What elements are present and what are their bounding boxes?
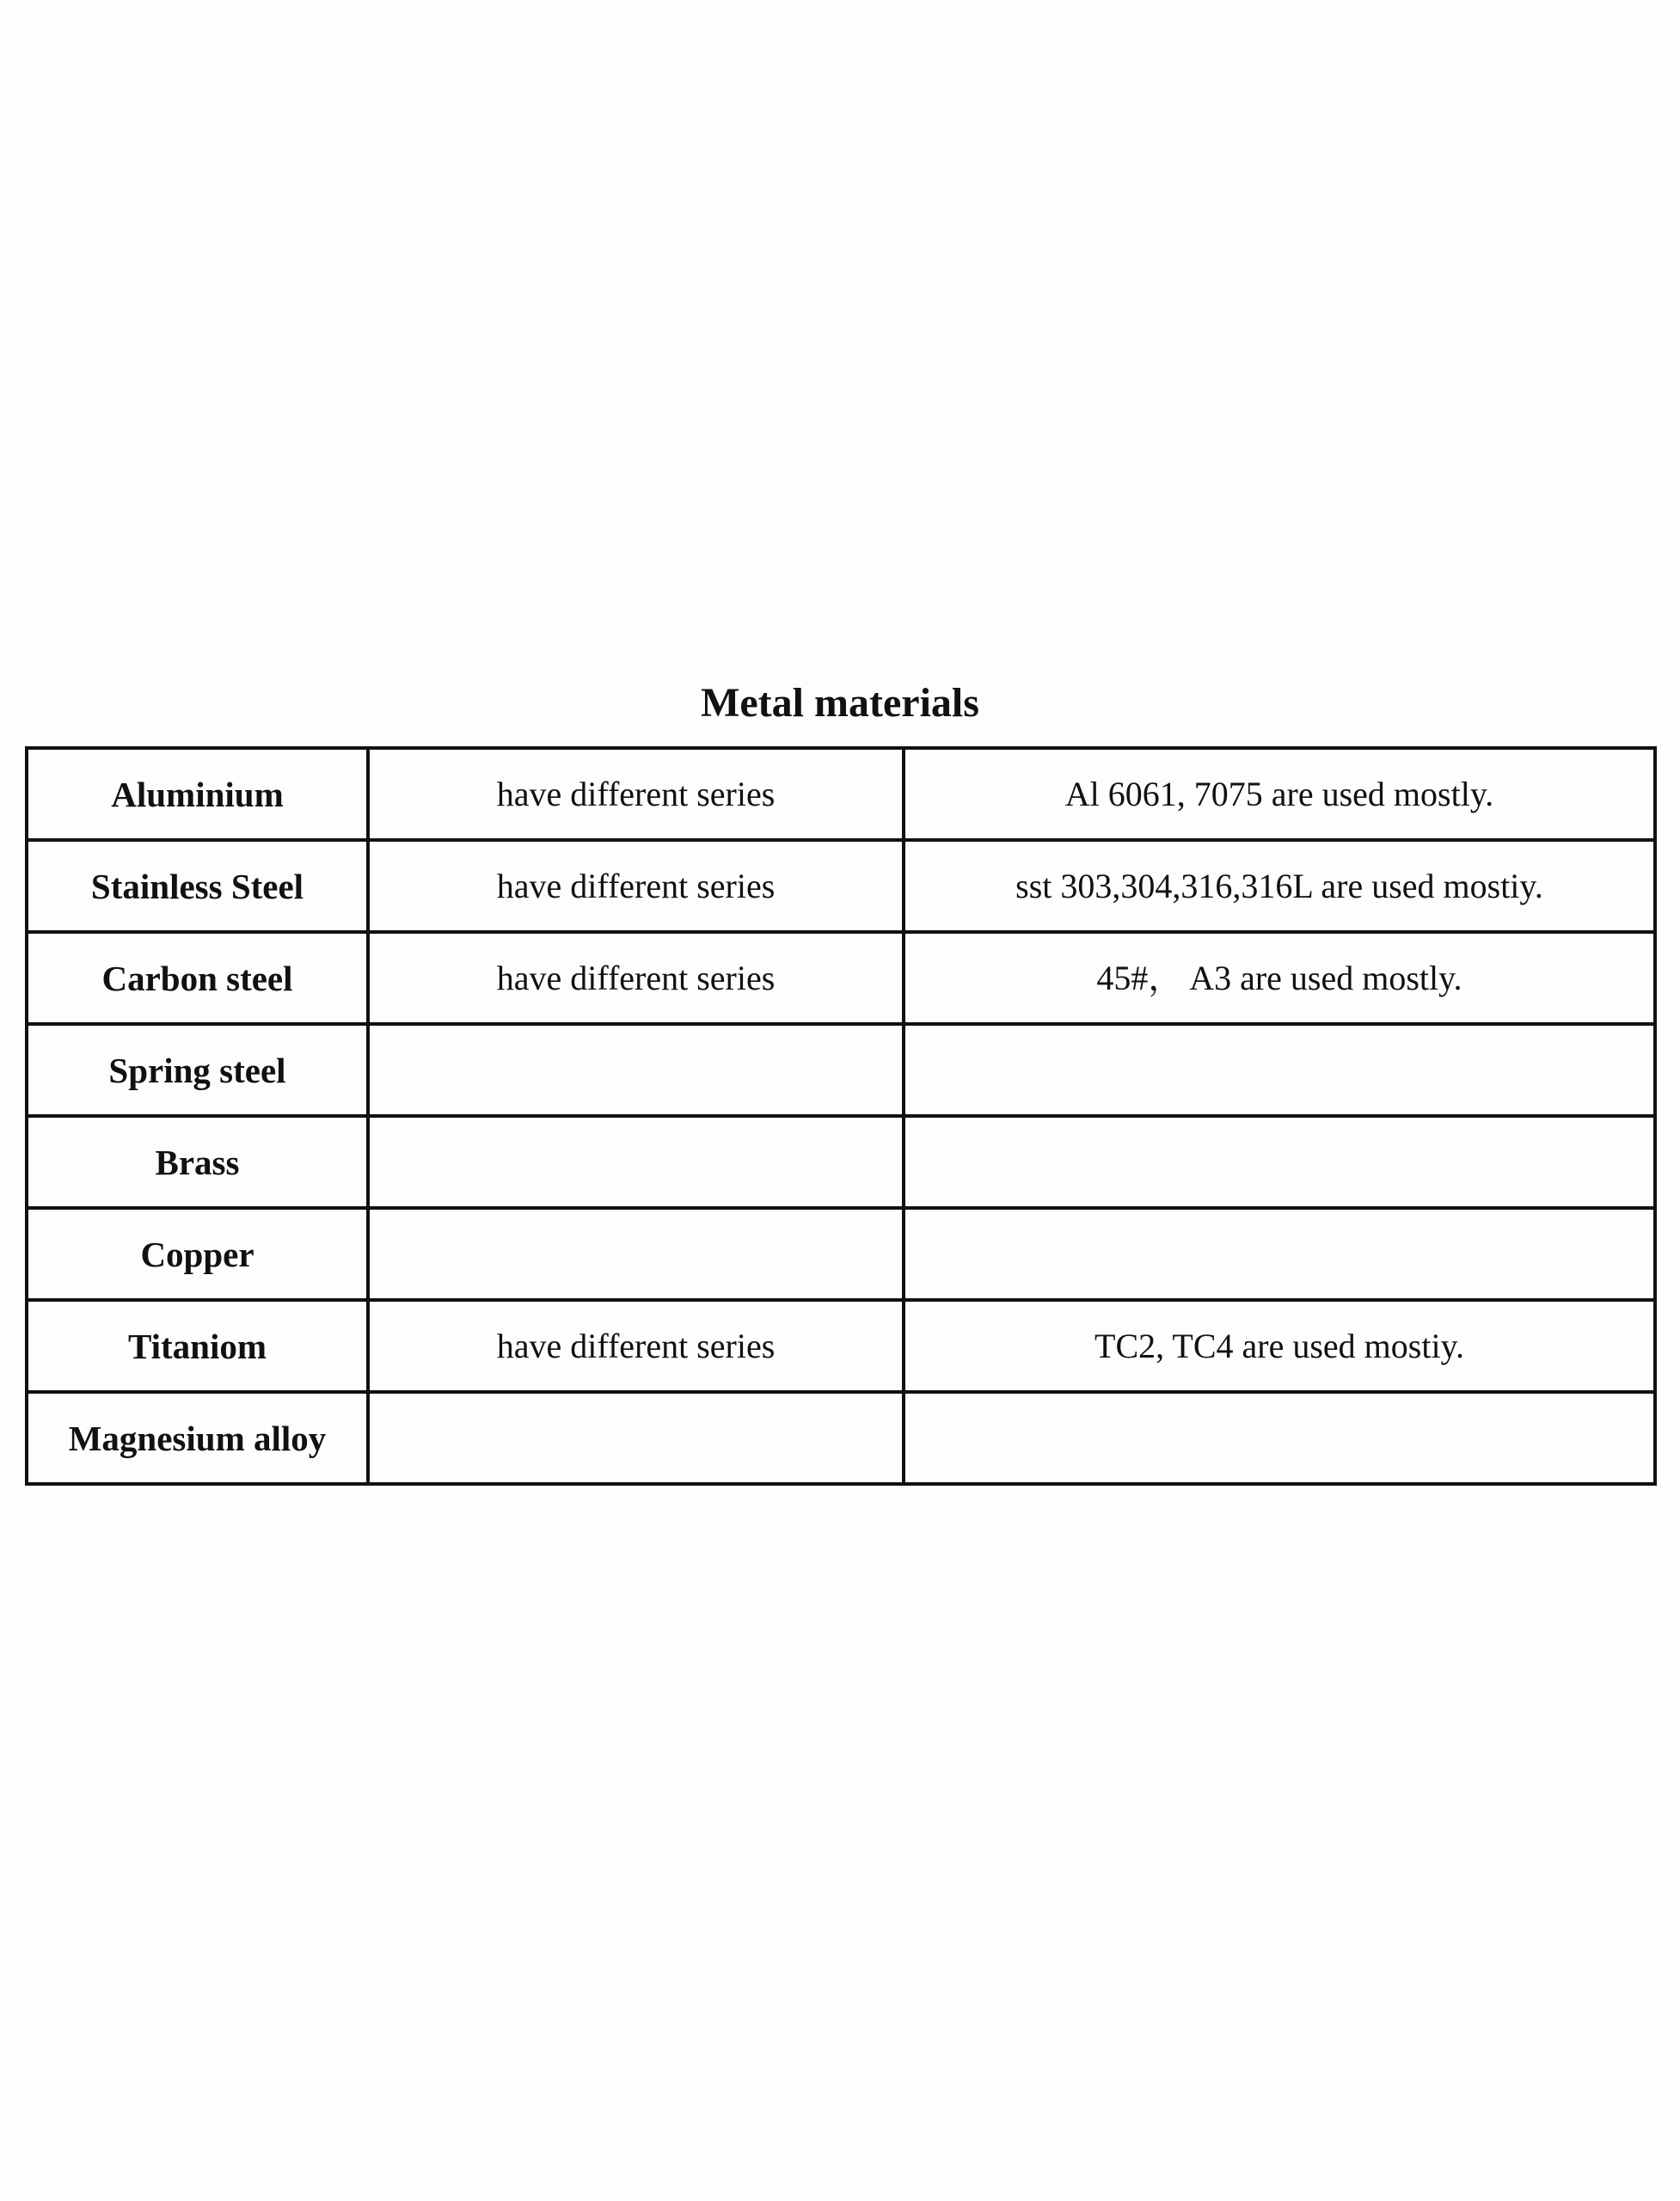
- table-row: [27, 840, 1655, 932]
- usage-cell: [904, 1392, 1655, 1484]
- series-cell: have different series: [368, 1300, 904, 1392]
- usage-cell: [904, 1024, 1655, 1116]
- usage-cell: [904, 1208, 1655, 1300]
- usage-cell: Al 6061, 7075 are used mostly.: [904, 748, 1655, 840]
- usage-cell: [904, 1116, 1655, 1208]
- usage-cell: 45#， A3 are used mostly.: [904, 932, 1655, 1024]
- series-cell: have different series: [368, 932, 904, 1024]
- usage-cell: TC2, TC4 are used mostiy.: [904, 1300, 1655, 1392]
- series-cell: [368, 1208, 904, 1300]
- material-name-cell: Stainless Steel: [27, 840, 368, 932]
- metal-materials-table: [25, 746, 1657, 1486]
- material-name-cell: Brass: [27, 1116, 368, 1208]
- table-row: [27, 932, 1655, 1024]
- series-cell: have different series: [368, 748, 904, 840]
- table-row: [27, 1208, 1655, 1300]
- table-row: [27, 1024, 1655, 1116]
- material-name-cell: Titaniom: [27, 1300, 368, 1392]
- table-row: [27, 1116, 1655, 1208]
- material-name-cell: Copper: [27, 1208, 368, 1300]
- material-name-cell: Aluminium: [27, 748, 368, 840]
- material-name-cell: Spring steel: [27, 1024, 368, 1116]
- series-cell: [368, 1024, 904, 1116]
- table-row: [27, 1300, 1655, 1392]
- table-row: [27, 1392, 1655, 1484]
- series-cell: [368, 1392, 904, 1484]
- material-name-cell: Carbon steel: [27, 932, 368, 1024]
- series-cell: [368, 1116, 904, 1208]
- page-title: Metal materials: [701, 680, 979, 726]
- usage-cell: sst 303,304,316,316L are used mostiy.: [904, 840, 1655, 932]
- series-cell: have different series: [368, 840, 904, 932]
- material-name-cell: Magnesium alloy: [27, 1392, 368, 1484]
- table-row: [27, 748, 1655, 840]
